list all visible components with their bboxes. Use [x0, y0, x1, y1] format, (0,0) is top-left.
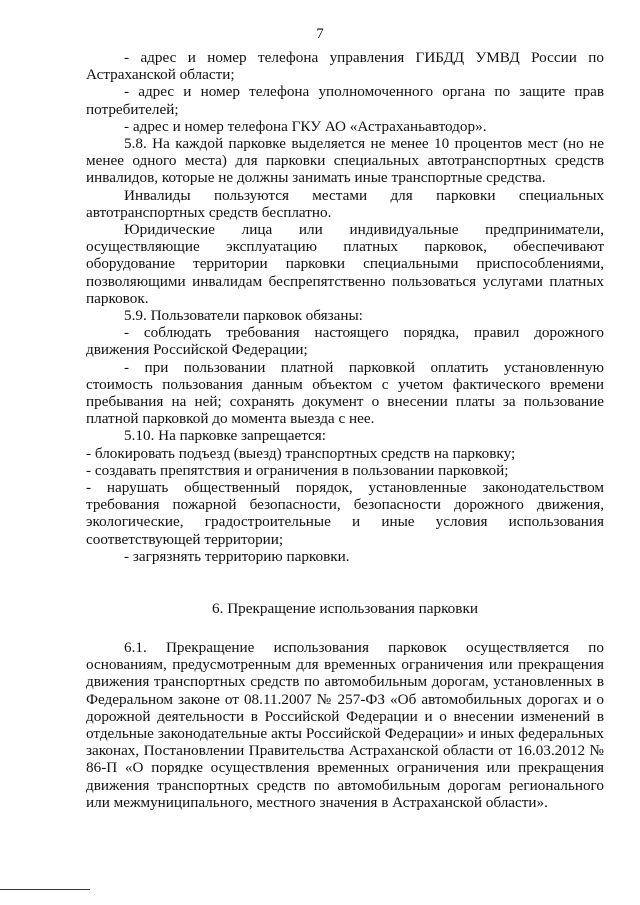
paragraph-follow-rules: - соблюдать требования настоящего порядка, правил дорожного движения Российской Федерации;	[86, 324, 604, 359]
paragraph-5-8: 5.8. На каждой парковке выделяется не менее 10 процентов мест (но не менее одного места) для парковки специальных автотранспортных средств инвалидов, которые не должны занимать иные транспортные средства.	[86, 135, 604, 187]
paragraph-5-10: 5.10. На парковке запрещается:	[124, 427, 326, 445]
paragraph-pay-parking: - при пользовании платной парковкой оплатить установленную стоимость пользования данным объектом с учетом фактического времени пребывания на ней; сохранять документ о внесении платы за пользование платной парковкой до момента выезда с нее.	[86, 358, 604, 428]
paragraph-5-9: 5.9. Пользователи парковок обязаны:	[124, 307, 363, 325]
paragraph-consumer-protection-address: - адрес и номер телефона уполномоченного органа по защите прав потребителей;	[86, 83, 604, 118]
page-number: 7	[316, 26, 324, 42]
paragraph-disabled-free-parking: Инвалиды пользуются местами для парковки специальных автотранспортных средств бесплатно.	[86, 186, 604, 221]
paragraph-no-disorder: - нарушать общественный порядок, установленные законодательством требования пожарной безопасности, безопасности дорожного движения, экологические, градостроительные и иные условия использования соответствующей территории;	[86, 479, 604, 548]
paragraph-no-obstacles: - создавать препятствия и ограничения в пользовании парковкой;	[86, 461, 509, 479]
footer-rule	[0, 889, 90, 890]
paragraph-no-blocking: - блокировать подъезд (выезд) транспортных средств на парковку;	[86, 444, 516, 462]
paragraph-operators-equipment: Юридические лица или индивидуальные предприниматели, осуществляющие эксплуатацию платных парковок, обеспечивают оборудование территории парковки специальными приспособлениями, позволяющими инвалидам беспрепятственно пользоваться услугами платных парковок.	[86, 221, 604, 307]
paragraph-no-littering: - загрязнять территорию парковки.	[124, 547, 350, 565]
section-6-heading: 6. Прекращение использования парковки	[212, 600, 478, 617]
paragraph-gibdd-address: - адрес и номер телефона управления ГИБДД УМВД России по Астраханской области;	[86, 49, 604, 84]
section-5-continuation	[86, 49, 604, 565]
paragraph-6-1: 6.1. Прекращение использования парковок осуществляется по основаниям, предусмотренным для временных ограничения или прекращения движения транспортных средств по автомобильным дорогам, установленных в Федеральном законе от 08.11.2007 № 257-ФЗ «Об автомобильных дорогах и о дорожной деятельности в Российской Федерации и о внесении изменений в отдельные законодательные акты Российской Федерации» и иных федеральных законах, Постановлении Правительства Астраханской области от 16.03.2012 № 86-П «О порядке осуществления временных ограничения или прекращения движения транспортных средств по автомобильным дорогам регионального или межмуниципального, местного значения в Астраханской области».	[86, 639, 604, 811]
paragraph-gku-address: - адрес и номер телефона ГКУ АО «Астраханьавтодор».	[124, 117, 487, 135]
section-6-body	[86, 639, 604, 811]
